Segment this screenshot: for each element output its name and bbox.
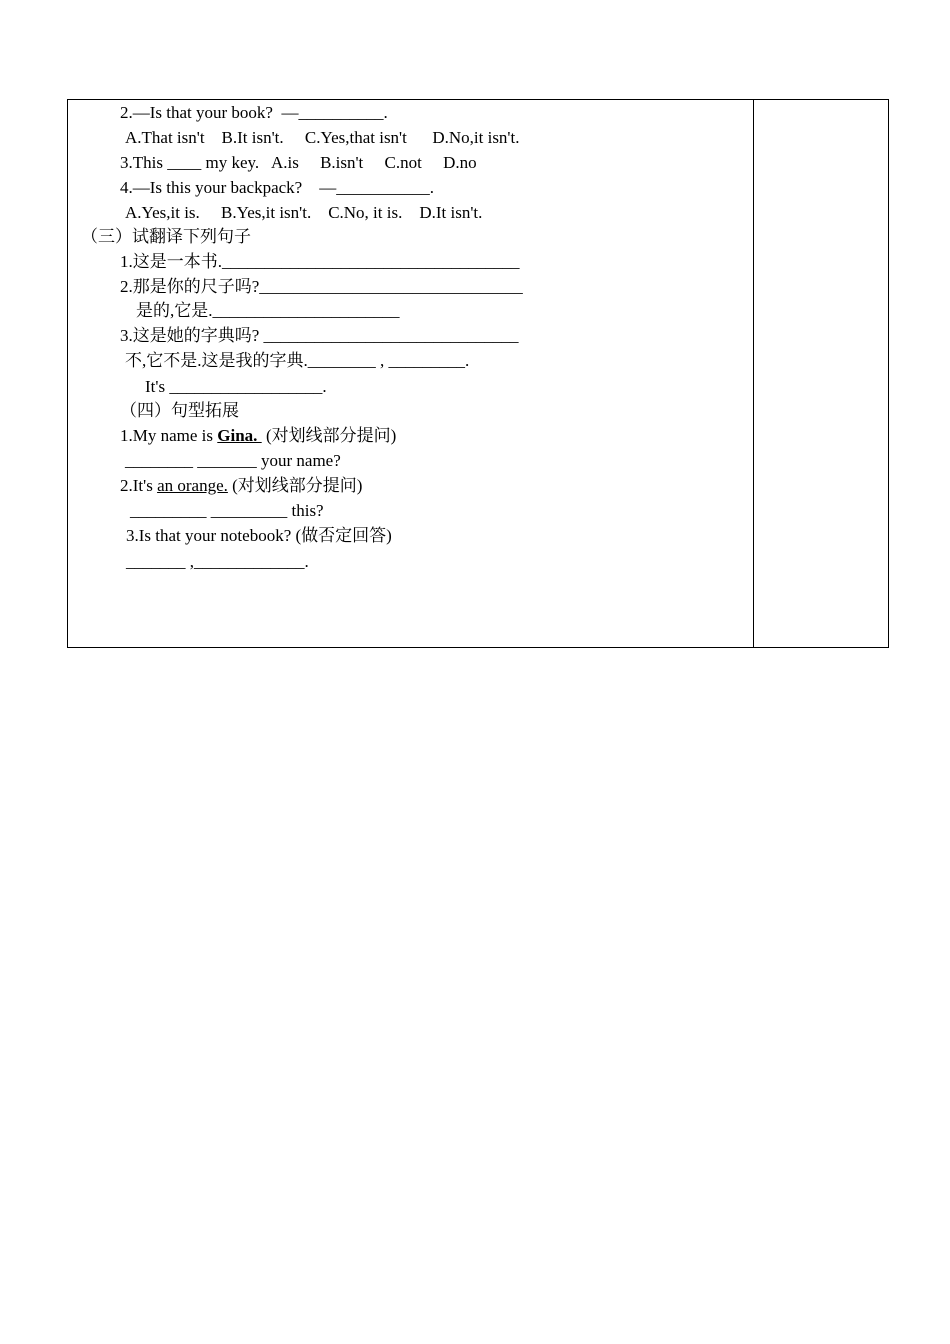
expand-2-suffix: (对划线部分提问)	[227, 476, 363, 495]
section-4-heading: （四）句型拓展	[120, 401, 239, 420]
question-4: 4.—Is this your backpack? —___________.	[120, 178, 434, 197]
expand-1-suffix: (对划线部分提问)	[261, 426, 397, 445]
question-3: 3.This ____ my key. A.is B.isn't C.not D.no	[120, 153, 477, 172]
expand-2-prefix: 2.It's	[120, 476, 158, 495]
worksheet-table	[67, 99, 889, 648]
translate-1: 1.这是一本书.___________________________________	[120, 252, 520, 271]
expand-3: 3.Is that your notebook? (做否定回答)	[126, 526, 392, 545]
expand-1-prefix: 1.My name is	[120, 426, 218, 445]
expand-2-answer: _________ _________ this?	[130, 501, 324, 520]
translate-2-answer: 是的,它是.______________________	[136, 301, 400, 320]
column-divider	[753, 100, 754, 647]
expand-3-answer: _______ ,_____________.	[126, 552, 309, 571]
translate-3-its: It's __________________.	[145, 377, 327, 396]
question-2: 2.—Is that your book? —__________.	[120, 103, 388, 122]
section-3-heading: （三）试翻译下列句子	[81, 227, 251, 246]
expand-1-underlined: Gina.	[217, 426, 262, 445]
translate-3-answer: 不,它不是.这是我的字典.________ , _________.	[125, 351, 470, 370]
question-4-options: A.Yes,it is. B.Yes,it isn't. C.No, it is. D.It isn't.	[125, 203, 483, 222]
expand-1	[120, 426, 396, 446]
expand-1-answer: ________ _______ your name?	[125, 451, 341, 470]
expand-2	[120, 476, 362, 496]
translate-3: 3.这是她的字典吗? ______________________________	[120, 326, 519, 345]
translate-2: 2.那是你的尺子吗?_______________________________	[120, 277, 523, 296]
question-2-options: A.That isn't B.It isn't. C.Yes,that isn't D.No,it isn't.	[125, 128, 520, 147]
expand-2-underlined: an orange.	[157, 476, 228, 495]
